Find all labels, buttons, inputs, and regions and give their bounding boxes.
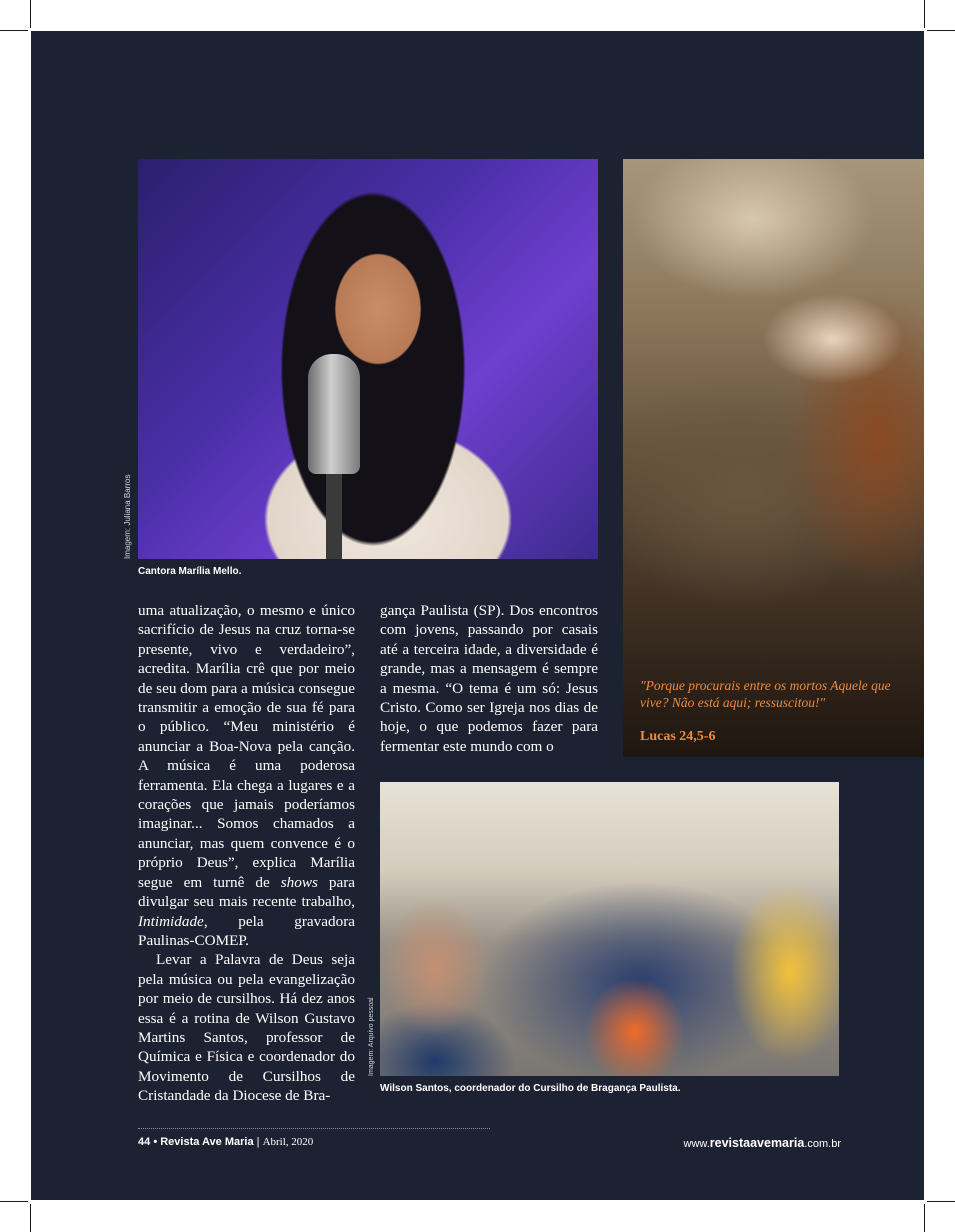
crop-mark: [0, 1201, 28, 1202]
singer-photo-caption: Cantora Marília Mello.: [138, 566, 242, 577]
article-paragraph-1-cont: para divulgar seu mais recente trabalho,: [138, 873, 355, 911]
footer-folio: [138, 1136, 313, 1148]
magazine-page: [31, 31, 924, 1200]
website-url: [684, 1136, 842, 1150]
article-paragraph-2: Levar a Palavra de Deus seja pela música ou pela evangelização por meio de cursilhos. Há dez anos essa é a rotina de Wilson Gustavo Martins Santos, professor de Química e Física e coordenador do Movimento de Cursilhos de Cristandade da Diocese de Bra-: [138, 951, 355, 1105]
singer-photo-credit: Imagem: Juliana Barros: [123, 474, 132, 559]
crop-mark: [927, 30, 955, 31]
bible-reference: Lucas 24,5-6: [640, 729, 716, 744]
bible-quote: "Porque procurais entre os mortos Aquele que vive? Não está aqui; ressuscitou!": [640, 678, 891, 710]
article-emphasis-shows: shows: [280, 873, 318, 891]
group-photo: [380, 782, 839, 1076]
crop-mark: [927, 1201, 955, 1202]
resurrection-painting: [623, 159, 924, 757]
crop-mark: [0, 30, 28, 31]
page-number: 44: [138, 1136, 151, 1148]
microphone-stand-illustration: [326, 474, 342, 559]
crop-mark: [30, 1204, 31, 1232]
url-prefix: www.: [683, 1138, 710, 1150]
article-column-1: [138, 601, 355, 1106]
issue-date: Abril, 2020: [262, 1136, 314, 1148]
crop-mark: [30, 0, 31, 28]
crop-mark: [924, 0, 925, 28]
article-paragraph-1: uma atualização, o mesmo e único sacrifício de Jesus na cruz torna-se presente, vivo e verdadeiro”, acredita. Marília crê que por meio de seu dom para a música consegue transmitir a emoção de sua fé para o público. “Meu ministério é anunciar a Boa-Nova pela canção. A música é uma poderosa ferramenta. Ela chega a lugares e a corações que jamais poderíamos imaginar... Somos chamados a anunciar, mas quem convence é o próprio Deus”, explica Marília segue em turnê de: [138, 602, 355, 891]
magazine-name: • Revista Ave Maria: [153, 1136, 254, 1148]
url-suffix: .com.br: [804, 1138, 841, 1150]
article-column-2: [380, 601, 598, 756]
group-photo-caption: Wilson Santos, coordenador do Cursilho de Bragança Paulista.: [380, 1083, 681, 1094]
footer-divider: [138, 1128, 490, 1129]
crop-mark: [924, 1204, 925, 1232]
microphone-illustration: [308, 354, 360, 474]
singer-photo: [138, 159, 598, 559]
album-title: Intimidade: [138, 912, 204, 930]
article-paragraph-3: gança Paulista (SP). Dos encontros com jovens, passando por casais até a terceira idade, a diversidade é grande, mas a mensagem é sempre a mesma. “O tema é um só: Jesus Cristo. Como ser Igreja nos dias de hoje, o que podemos fazer para fermentar este mundo com o: [380, 602, 598, 755]
article-paragraph-1-end: , pela gravadora Paulinas-COMEP.: [138, 912, 355, 949]
url-brand: revistaavemaria: [709, 1136, 805, 1150]
group-photo-credit: Imagem: Arquivo pessoal: [368, 997, 375, 1076]
footer-separator: |: [256, 1136, 260, 1148]
